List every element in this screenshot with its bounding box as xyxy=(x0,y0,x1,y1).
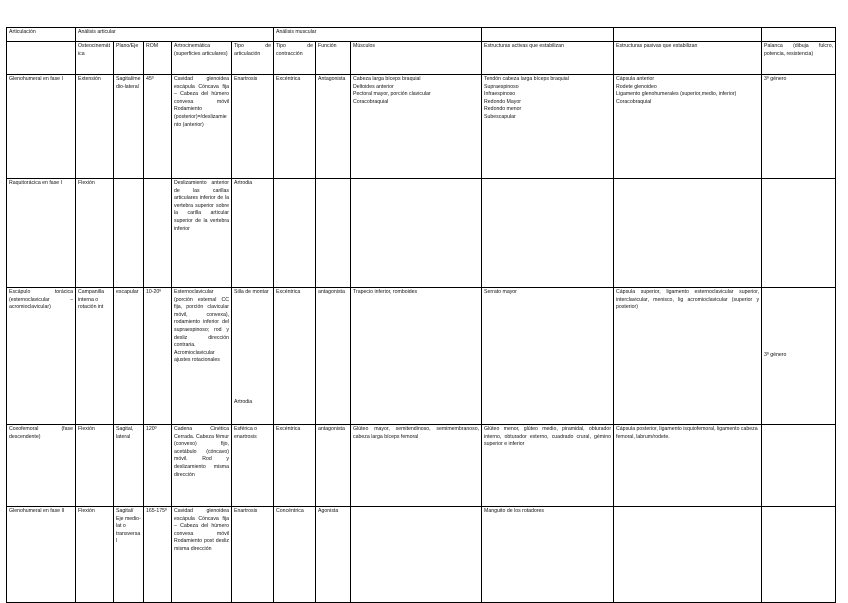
cell-estructuras-activas xyxy=(482,179,614,288)
cell-artrocinematica: Deslizamiento anterior de las carillas articulares inferior de la vertebra superior sobre la carilla articular superior de la vertebra inferior xyxy=(172,179,232,288)
table-row xyxy=(7,507,836,603)
cell-plano-eje: escapular xyxy=(114,288,144,425)
cell-estructuras-pasivas xyxy=(614,179,762,288)
cell-funcion: antagonista xyxy=(316,288,351,425)
col-plano-eje: Plano/Eje xyxy=(114,42,144,75)
analysis-table xyxy=(6,27,836,603)
cell-palanca xyxy=(762,507,836,603)
col-musculos: Músculos xyxy=(351,42,482,75)
table-row xyxy=(7,425,836,507)
palanca-bottom: 3º género xyxy=(764,352,787,358)
tipo-articulacion-top: Silla de montar xyxy=(234,289,269,295)
cell-tipo-articulacion: Enartrosis xyxy=(232,75,274,179)
header-row-2 xyxy=(7,42,836,75)
cell-funcion: antagonista xyxy=(316,425,351,507)
col-funcion: Función xyxy=(316,42,351,75)
cell-plano-eje: Sagital, lateral xyxy=(114,425,144,507)
cell-estructuras-pasivas: Cápsula posterior, ligamento isquiofemoral, ligamento cabeza femoral, labrum/rodete. xyxy=(614,425,762,507)
col-tipo-articulacion: Tipo de articulación xyxy=(232,42,274,75)
header-empty-cell xyxy=(614,28,762,42)
table-row xyxy=(7,288,836,425)
cell-articulacion: Glenohumeral en fase II xyxy=(7,507,76,603)
cell-rom: 165-175º xyxy=(144,507,172,603)
cell-estructuras-activas: Tendón cabeza larga bíceps braquial Supraespinoso Infraespinoso Redondo Mayor Redondo menor Subescapular xyxy=(482,75,614,179)
cell-tipo-articulacion: Enartrosis xyxy=(232,507,274,603)
cell-artrocinematica: Cadena Cinética Cerrada. Cabeza fémur (convexo) fijo, acetábulo (cóncavo) móvil. Rod y deslizamiento misma dirección xyxy=(172,425,232,507)
cell-funcion: Antagonista xyxy=(316,75,351,179)
header-empty-cell xyxy=(482,28,614,42)
cell-plano-eje: Sagital/medio-lateral xyxy=(114,75,144,179)
cell-tipo-contraccion: Excéntrica xyxy=(274,75,316,179)
cell-funcion: Agonista xyxy=(316,507,351,603)
cell-artrocinematica: Esternoclavicular (porción esternal CC fija, porción clavicular móvil, convexa), rodamiento inferior del supraespinoso; rod y desliz dirección contraria. Acromioclavicular ajustes rotacionales xyxy=(172,288,232,425)
cell-plano-eje: Sagital/ Eje medio-lat o transversal xyxy=(114,507,144,603)
cell-tipo-articulacion: Esférica o enartrosis xyxy=(232,425,274,507)
cell-musculos: Cabeza larga bíceps braquial Deltoides anterior Pectoral mayor, porción clavicular Coracobraquial xyxy=(351,75,482,179)
cell-estructuras-activas: Glúteo menor, glúteo medio, piramidal, obturador interno, obturador externo, cuadrado crural, gémino superior e inferior xyxy=(482,425,614,507)
cell-estructuras-activas: Manguito de los rotadores xyxy=(482,507,614,603)
cell-articulacion: Raquitorácica en fase I xyxy=(7,179,76,288)
cell-artrocinematica: Cavidad glenoidea escápula Cóncava fija – Cabeza del húmero convexa móvil Rodamiento post desliz misma dirección xyxy=(172,507,232,603)
cell-tipo-contraccion: Concéntrica xyxy=(274,507,316,603)
col-tipo-contraccion: Tipo de contracción xyxy=(274,42,316,75)
col-artrocinematica: Artrocinemática (superficies articulares) xyxy=(172,42,232,75)
table-row xyxy=(7,179,836,288)
cell-rom xyxy=(144,179,172,288)
cell-tipo-contraccion: Excéntrica xyxy=(274,425,316,507)
cell-musculos: Glúteo mayor, semitendinoso, semimembranoso, cabeza larga bíceps femoral xyxy=(351,425,482,507)
cell-estructuras-activas: Serrato mayor xyxy=(482,288,614,425)
cell-palanca: 3º género xyxy=(762,75,836,179)
cell-plano-eje xyxy=(114,179,144,288)
cell-articulacion: Glenohumeral en fase I xyxy=(7,75,76,179)
cell-musculos xyxy=(351,179,482,288)
cell-artrocinematica: Cavidad glenoidea escápula Cóncava fija – Cabeza del húmero convexa móvil Rodamiento (posterior)=/deslizamiento (anterior) xyxy=(172,75,232,179)
col-palanca: Palanca (dibuja fulcro, potencia, resistencia) xyxy=(762,42,836,75)
cell-osteocinematica: Flexión xyxy=(76,179,114,288)
cell-articulacion: Coxofemoral (fase descendente) xyxy=(7,425,76,507)
cell-palanca xyxy=(762,425,836,507)
cell-estructuras-pasivas: Cápsula superior, ligamento esternoclavicular superior, interclavicular, menisco, lig acromioclavicular (superior y posterior) xyxy=(614,288,762,425)
cell-osteocinematica: Campanilla interna o rotación int xyxy=(76,288,114,425)
col-estructuras-pasivas: Estructuras pasivas que estabilizan xyxy=(614,42,762,75)
cell-palanca xyxy=(762,179,836,288)
col-estructuras-activas: Estructuras activas que estabilizan xyxy=(482,42,614,75)
cell-palanca xyxy=(762,288,836,425)
cell-tipo-articulacion xyxy=(232,288,274,425)
header-articulacion: Articulación xyxy=(7,28,76,42)
cell-tipo-contraccion: Excéntrica xyxy=(274,288,316,425)
cell-rom: 10-20º xyxy=(144,288,172,425)
cell-osteocinematica: Extensión xyxy=(76,75,114,179)
col-osteocinematica: Osteocinemática xyxy=(76,42,114,75)
header-analisis-muscular: Análisis muscular xyxy=(274,28,482,42)
cell-osteocinematica: Flexión xyxy=(76,425,114,507)
cell-estructuras-pasivas xyxy=(614,507,762,603)
cell-musculos: Trapecio inferior, romboides xyxy=(351,288,482,425)
header-analisis-articular: Análisis articular xyxy=(76,28,274,42)
cell-osteocinematica: Flexión xyxy=(76,507,114,603)
cell-rom: 120º xyxy=(144,425,172,507)
header-empty-cell xyxy=(7,42,76,75)
cell-tipo-articulacion: Artrodia xyxy=(232,179,274,288)
cell-funcion xyxy=(316,179,351,288)
col-rom: ROM xyxy=(144,42,172,75)
table-row xyxy=(7,75,836,179)
cell-musculos xyxy=(351,507,482,603)
cell-rom: 45º xyxy=(144,75,172,179)
header-row-1 xyxy=(7,28,836,42)
cell-tipo-contraccion xyxy=(274,179,316,288)
tipo-articulacion-bottom: Artrodia xyxy=(234,399,253,405)
cell-articulacion: Escápulo torácica (esternoclavicular – acromioclavicular) xyxy=(7,288,76,425)
header-empty-cell xyxy=(762,28,836,42)
cell-estructuras-pasivas: Cápsula anterior Rodete glenoideo Ligamento glenohumerales (superior,medio, inferior) Coracobraquial xyxy=(614,75,762,179)
